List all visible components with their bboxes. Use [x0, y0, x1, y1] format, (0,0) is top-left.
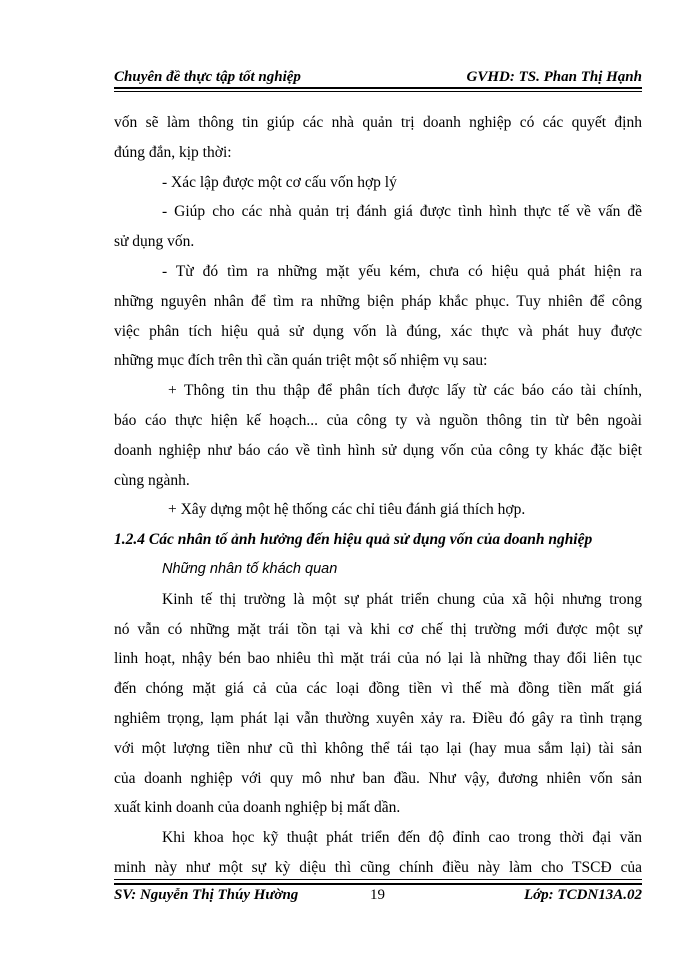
- text-line: minh này như một sự kỳ diệu thì cũng chính điều này làm cho TSCĐ của: [114, 858, 642, 876]
- text-line: đến chóng mặt giá cả của các loại đồng tiền vì thế mà đồng tiền mất giá: [114, 680, 642, 698]
- header-right-advisor: GVHD: TS. Phan Thị Hạnh: [466, 69, 642, 85]
- text-line: báo cáo thực hiện kế hoạch... của công ty và nguồn thông tin từ bên ngoài: [114, 411, 642, 429]
- text-line: với một lượng tiền như cũ thì không thể tái tạo lại (hay mua sắm lại) tài sản: [114, 739, 642, 757]
- page-number: 19: [370, 887, 385, 903]
- text-line: những mục đích trên thì cần quán triệt một số nhiệm vụ sau:: [114, 352, 488, 370]
- text-line: Kinh tế thị trường là một sự phát triển chung của xã hội nhưng trong: [162, 590, 642, 608]
- footer-class-code: Lớp: TCDN13A.02: [523, 887, 642, 903]
- page-header: [114, 62, 642, 86]
- text-line: đúng đắn, kịp thời:: [114, 143, 232, 161]
- plus-item-line: + Xây dựng một hệ thống các chỉ tiêu đánh giá thích hợp.: [168, 501, 526, 519]
- text-line: cùng ngành.: [114, 471, 190, 489]
- footer-rule-thick: [114, 883, 642, 885]
- text-line: vốn sẽ làm thông tin giúp các nhà quản trị doanh nghiệp có các quyết định: [114, 114, 642, 131]
- text-line: của doanh nghiệp với quy mô như ban đầu. Như vậy, đương nhiên vốn sản: [114, 769, 642, 787]
- bullet-line: - Giúp cho các nhà quản trị đánh giá được tình hình thực tế về vấn đề: [162, 203, 642, 221]
- header-rule-thick: [114, 87, 642, 89]
- header-left-title: Chuyên đề thực tập tốt nghiệp: [114, 69, 301, 85]
- section-subtitle: Những nhân tố khách quan: [162, 560, 338, 577]
- text-line: xuất kinh doanh của doanh nghiệp bị mất dần.: [114, 799, 401, 817]
- bullet-line: - Từ đó tìm ra những mặt yếu kém, chưa có hiệu quả phát hiện ra: [162, 262, 642, 280]
- plus-item-line: + Thông tin thu thập để phân tích được lấy từ các báo cáo tài chính,: [168, 382, 642, 400]
- text-line: linh hoạt, nhậy bén bao nhiêu thì mặt trái của nó lại là những thay đổi liên tục: [114, 650, 642, 668]
- section-title: 1.2.4 Các nhân tố ảnh hưởng đến hiệu quả sử dụng vốn của doanh nghiệp: [114, 531, 593, 549]
- text-line: Khi khoa học kỹ thuật phát triển đến độ đỉnh cao trong thời đại văn: [162, 829, 642, 847]
- footer-rule-thin: [114, 879, 642, 880]
- header-rule-thin: [114, 91, 642, 92]
- text-line: nghiêm trọng, lạm phát lại vẫn thường xuyên xảy ra. Điều đó gây ra tình trạng: [114, 709, 642, 727]
- page-footer: [114, 887, 642, 909]
- text-line: việc phân tích hiệu quả sử dụng vốn là đúng, xác thực và phát huy được: [114, 322, 642, 340]
- bullet-line: - Xác lập được một cơ cấu vốn hợp lý: [162, 173, 397, 191]
- text-line: những nguyên nhân để tìm ra những biện pháp khắc phục. Tuy nhiên để công: [114, 292, 642, 310]
- text-line: sử dụng vốn.: [114, 233, 195, 251]
- document-body: [114, 108, 642, 883]
- text-line: nó vẫn có những mặt trái tồn tại và khi cơ chế thị trường mới được một sự: [114, 620, 642, 638]
- footer-student-name: SV: Nguyễn Thị Thúy Hường: [114, 887, 299, 903]
- text-line: doanh nghiệp như báo cáo về tình hình sử dụng vốn của công ty khác đặc biệt: [114, 441, 642, 459]
